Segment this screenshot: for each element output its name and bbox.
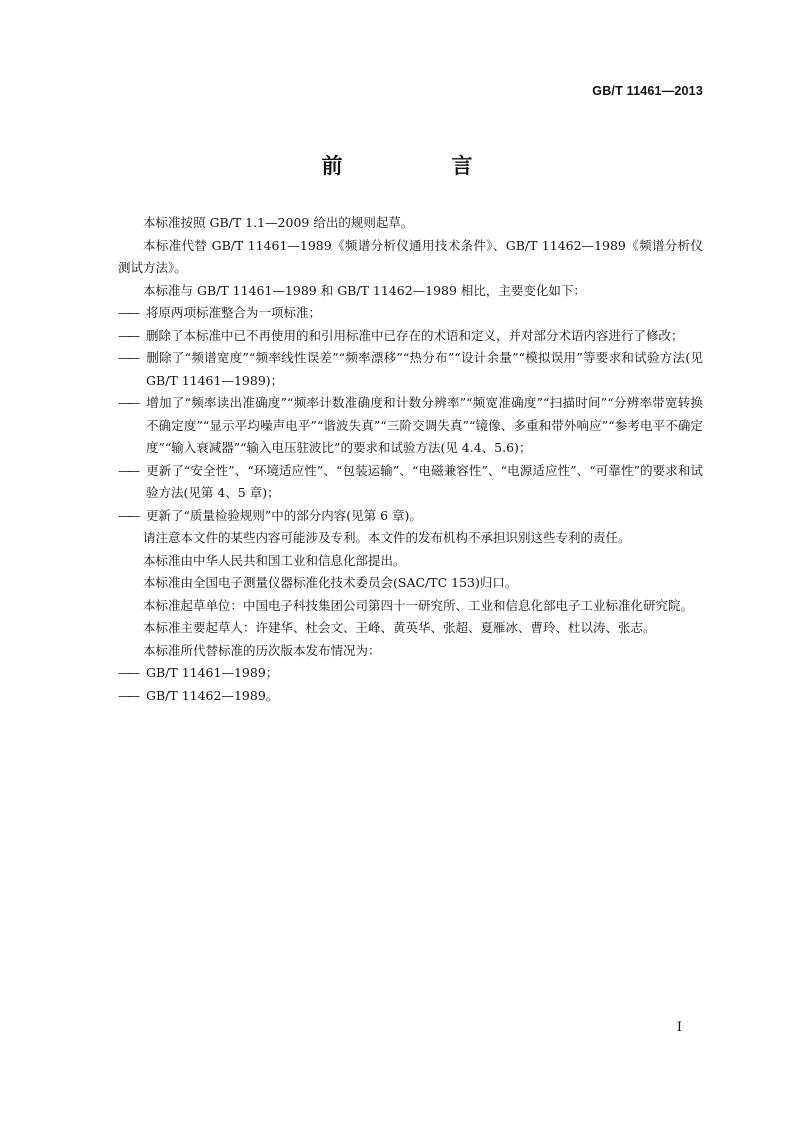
body-paragraph: 请注意本文件的某些内容可能涉及专利。本文件的发布机构不承担识别这些专利的责任。 [143, 530, 631, 545]
dash-list-item [118, 302, 703, 325]
dash-list-item [118, 685, 703, 708]
dash-item-text: 删除了本标准中已不再使用的和引用标准中已存在的术语和定义，并对部分术语内容进行了修改； [146, 327, 684, 343]
body-paragraph: 本标准起草单位：中国电子科技集团公司第四十一研究所、工业和信息化部电子工业标准化研究院。 [143, 597, 694, 613]
dash-mark: —— [118, 507, 137, 523]
body-paragraph: 本标准所代替标准的历次版本发布情况为： [143, 642, 381, 658]
body-paragraph: 本标准代替 GB/T 11461—1989《频谱分析仪通用技术条件》、GB/T 11462—1989《频谱分析仪测试方法》。 [118, 237, 703, 275]
dash-mark: —— [118, 395, 137, 410]
dash-mark: —— [118, 305, 137, 320]
dash-item-text: 将原两项标准整合为一项标准； [146, 305, 322, 320]
page-title: 前 言 [321, 154, 517, 178]
standard-code: GB/T 11461—2013 [592, 84, 703, 98]
dash-list-item [118, 460, 703, 505]
body-paragraph: 本标准主要起草人：许建华、杜会文、王峰、黄英华、张超、夏雁冰、曹玲、杜以涛、张志。 [143, 620, 656, 635]
dash-item-text: 更新了“质量检验规则”中的部分内容(见第 6 章)。 [146, 507, 422, 523]
body-paragraph: 本标准与 GB/T 11461—1989 和 GB/T 11462—1989 相比，主要变化如下： [143, 282, 586, 298]
foreword-body [118, 212, 703, 707]
dash-item-text: 更新了“安全性”、“环境适应性”、“包装运输”、“电磁兼容性”、“电源适应性”、“可靠性”的要求和试验方法(见第 4、5 章)； [146, 462, 703, 500]
dash-mark: —— [118, 462, 137, 478]
dash-mark: —— [118, 687, 137, 703]
body-paragraph: 本标准按照 GB/T 1.1—2009 给出的规则起草。 [143, 215, 414, 230]
dash-list-item [118, 505, 703, 528]
dash-list-item [118, 325, 703, 348]
page-number: I [676, 1020, 682, 1035]
dash-item-text: GB/T 11462—1989。 [146, 687, 279, 703]
body-paragraph: 本标准由全国电子测量仪器标准化技术委员会(SAC/TC 153)归口。 [143, 575, 518, 590]
dash-list-item [118, 662, 703, 685]
dash-mark: —— [118, 327, 137, 343]
dash-item-text: 删除了“频谱宽度”“频率线性误差”“频率漂移”“热分布”“设计余量”“模拟误用”等要求和试验方法(见 GB/T 11461—1989)； [146, 350, 703, 388]
dash-mark: —— [118, 665, 137, 680]
body-paragraph: 本标准由中华人民共和国工业和信息化部提出。 [143, 552, 406, 568]
dash-list-item [118, 392, 703, 460]
dash-list-item [118, 347, 703, 392]
dash-item-text: 增加了“频率读出准确度”“频率计数准确度和计数分辨率”“频宽准确度”“扫描时间”“分辨率带宽转换不确定度”“显示平均噪声电平”“谐波失真”“三阶交调失真”“镜像、多重和带外响应”“参考电平不确定度”“输入衰减器”“输入电压驻波比”的要求和试验方法(见 4.4、5.6)； [146, 395, 703, 455]
dash-item-text: GB/T 11461—1989； [146, 665, 279, 680]
dash-mark: —— [118, 350, 137, 365]
